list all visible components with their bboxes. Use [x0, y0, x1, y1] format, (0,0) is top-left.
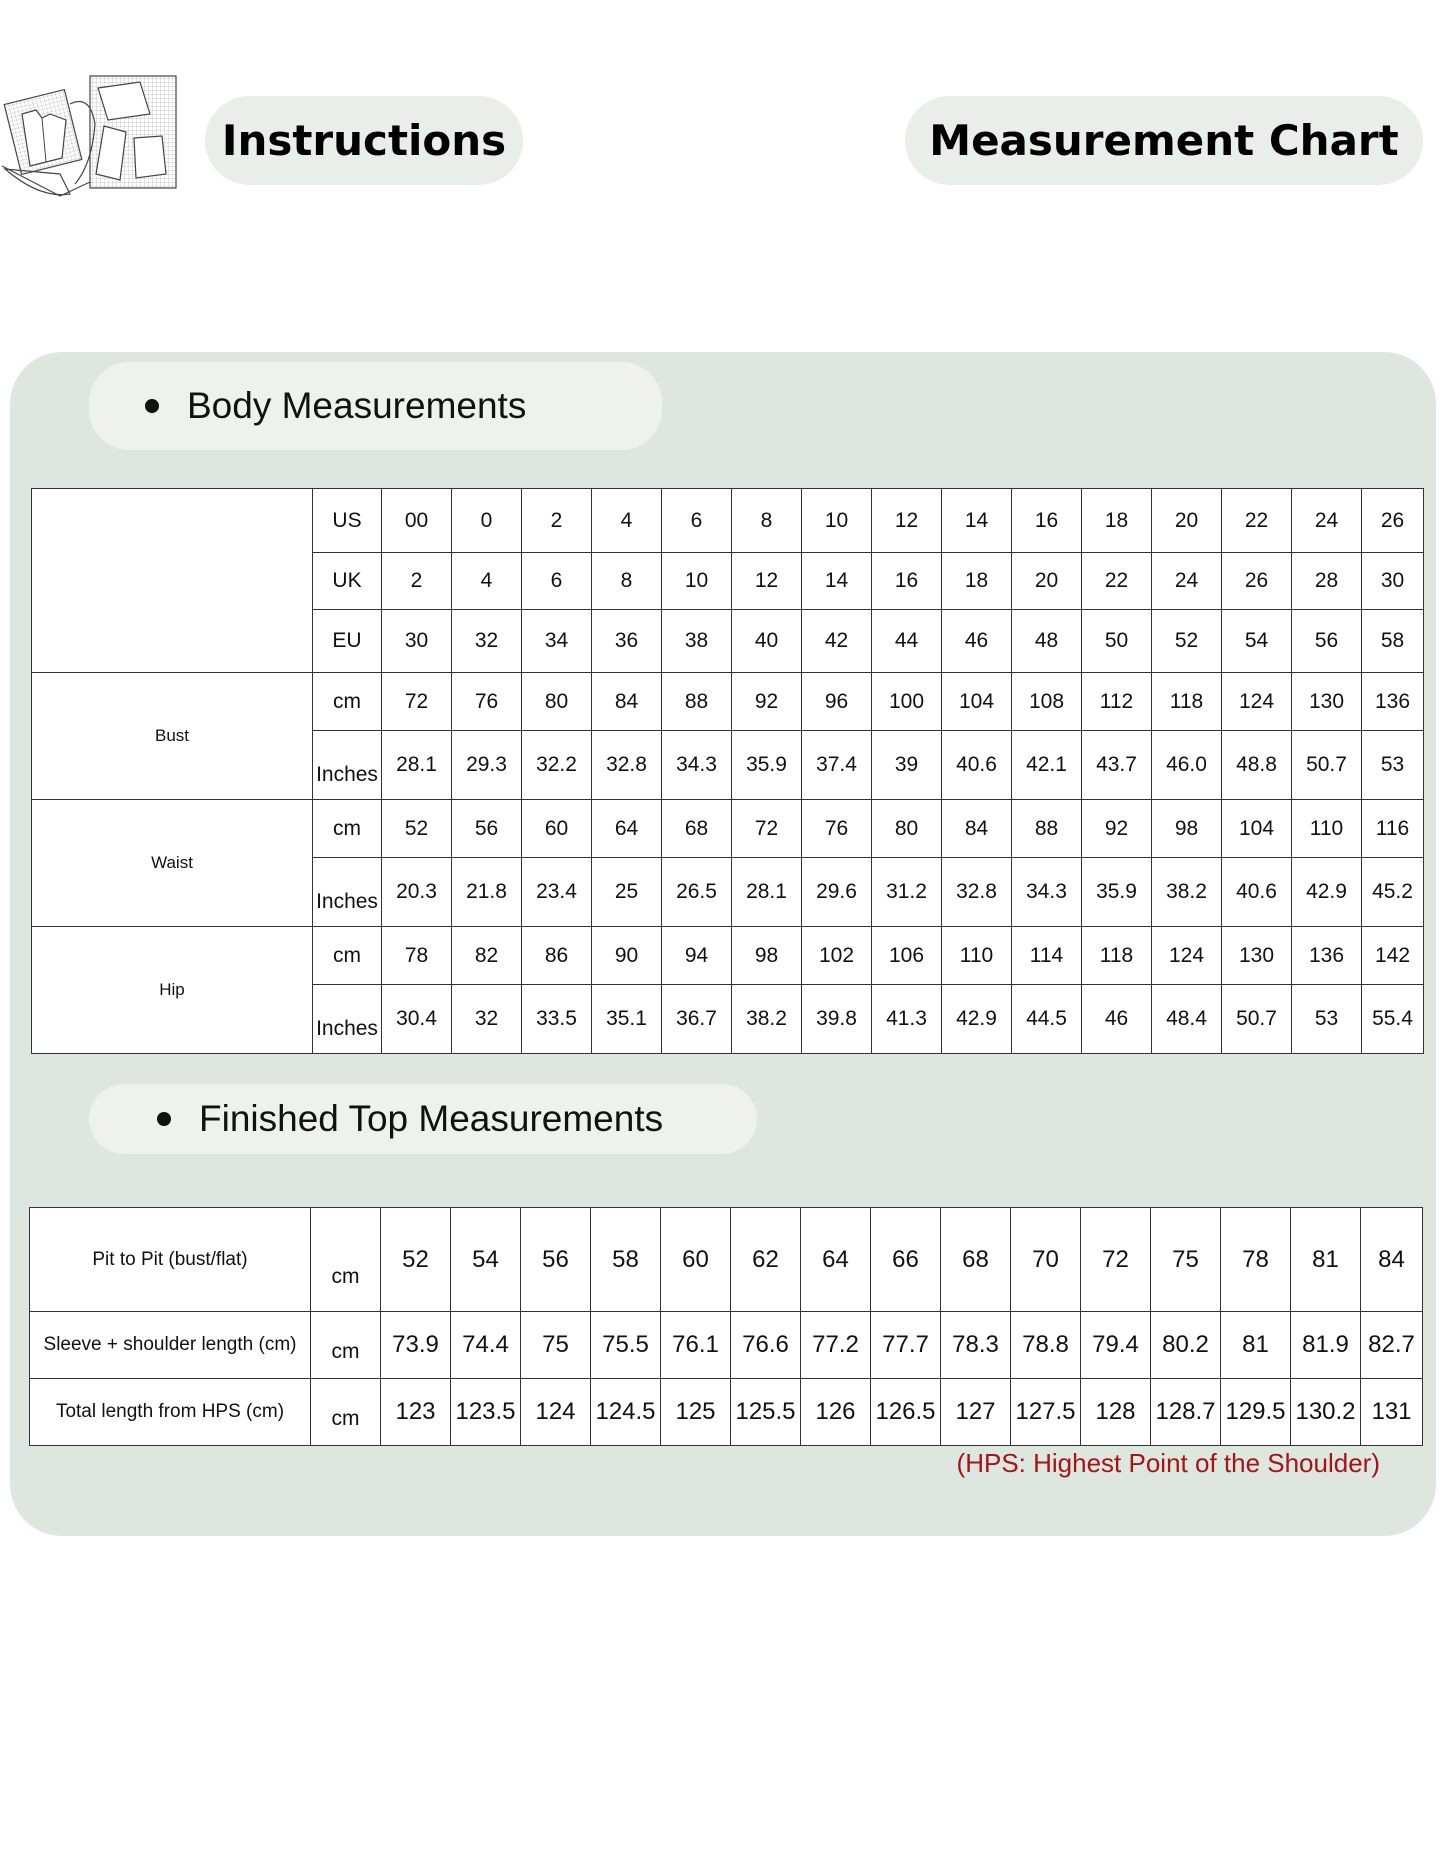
pit-to-pit-cell: 58 [591, 1208, 661, 1312]
size-cell: 2 [522, 489, 592, 553]
size-cell: 0 [452, 489, 522, 553]
hip-cm-cell: 130 [1222, 927, 1292, 985]
bust-cm-cell: 136 [1362, 673, 1424, 731]
pit-to-pit-label: Pit to Pit (bust/flat) [30, 1208, 311, 1312]
pit-to-pit-cell: 56 [521, 1208, 591, 1312]
unit-inches-label: Inches [313, 731, 382, 800]
waist-cm-cell: 72 [732, 800, 802, 858]
waist-inches-cell: 28.1 [732, 858, 802, 927]
total-length-hps-cell: 125 [661, 1379, 731, 1446]
size-cell: 6 [522, 553, 592, 610]
bust-inches-cell: 34.3 [662, 731, 732, 800]
finished-top-measurements-heading [89, 1084, 757, 1154]
size-cell: 20 [1012, 553, 1082, 610]
hip-cm-cell: 98 [732, 927, 802, 985]
bust-cm-cell: 100 [872, 673, 942, 731]
waist-inches-cell: 25 [592, 858, 662, 927]
bust-cm-cell: 72 [382, 673, 452, 731]
size-cell: 20 [1152, 489, 1222, 553]
measurement-chart-header [905, 96, 1423, 185]
bust-cm-cell: 124 [1222, 673, 1292, 731]
size-cell: 00 [382, 489, 452, 553]
hip-cm-cell: 94 [662, 927, 732, 985]
bust-label: Bust [32, 673, 313, 800]
size-cell: 12 [732, 553, 802, 610]
total-length-hps-cell: 123 [381, 1379, 451, 1446]
unit-inches-label: Inches [313, 858, 382, 927]
bust-inches-cell: 48.8 [1222, 731, 1292, 800]
bust-inches-cell: 28.1 [382, 731, 452, 800]
hip-cm-cell: 106 [872, 927, 942, 985]
hip-inches-cell: 30.4 [382, 985, 452, 1054]
hip-cm-cell: 90 [592, 927, 662, 985]
waist-inches-cell: 29.6 [802, 858, 872, 927]
bust-inches-cell: 39 [872, 731, 942, 800]
waist-cm-cell: 98 [1152, 800, 1222, 858]
sleeve-shoulder-length-row [30, 1312, 1423, 1379]
hip-cm-cell: 136 [1292, 927, 1362, 985]
hip-inches-cell: 50.7 [1222, 985, 1292, 1054]
pit-to-pit-cell: 78 [1221, 1208, 1291, 1312]
waist-inches-cell: 40.6 [1222, 858, 1292, 927]
waist-cm-cell: 110 [1292, 800, 1362, 858]
bust-inches-cell: 53 [1362, 731, 1424, 800]
hip-cm-cell: 110 [942, 927, 1012, 985]
waist-inches-cell: 45.2 [1362, 858, 1424, 927]
size-cell: 30 [1362, 553, 1424, 610]
size-cell: 16 [872, 553, 942, 610]
size-cell: 4 [592, 489, 662, 553]
size-cell: 6 [662, 489, 732, 553]
size-cell: 56 [1292, 610, 1362, 673]
size-cell: 54 [1222, 610, 1292, 673]
pit-to-pit-cell: 75 [1151, 1208, 1221, 1312]
size-cell: 42 [802, 610, 872, 673]
total-length-hps-cell: 129.5 [1221, 1379, 1291, 1446]
unit-inches-label: Inches [313, 985, 382, 1054]
bust-inches-cell: 50.7 [1292, 731, 1362, 800]
hip-label: Hip [32, 927, 313, 1054]
hip-cm-cell: 86 [522, 927, 592, 985]
waist-cm-cell: 60 [522, 800, 592, 858]
waist-cm-row [32, 800, 1424, 858]
size-cell: 34 [522, 610, 592, 673]
hip-cm-cell: 102 [802, 927, 872, 985]
bust-inches-cell: 35.9 [732, 731, 802, 800]
size-cell: 30 [382, 610, 452, 673]
waist-inches-cell: 26.5 [662, 858, 732, 927]
bullet-icon [145, 399, 159, 413]
waist-inches-cell: 35.9 [1082, 858, 1152, 927]
size-cell: 26 [1362, 489, 1424, 553]
sleeve-shoulder-length-cell: 75 [521, 1312, 591, 1379]
waist-cm-cell: 88 [1012, 800, 1082, 858]
body-measurements-table [31, 488, 1424, 1054]
hip-inches-cell: 32 [452, 985, 522, 1054]
hip-inches-cell: 39.8 [802, 985, 872, 1054]
bullet-icon [157, 1112, 171, 1126]
blank-corner-cell [32, 489, 313, 673]
sleeve-shoulder-length-cell: 78.8 [1011, 1312, 1081, 1379]
waist-inches-cell: 20.3 [382, 858, 452, 927]
pit-to-pit-cell: 62 [731, 1208, 801, 1312]
unit-cm-label: cm [313, 927, 382, 985]
size-cell: 14 [942, 489, 1012, 553]
total-length-hps-cell: 127 [941, 1379, 1011, 1446]
waist-cm-cell: 116 [1362, 800, 1424, 858]
total-length-hps-cell: 127.5 [1011, 1379, 1081, 1446]
size-system-label: US [313, 489, 382, 553]
waist-inches-cell: 31.2 [872, 858, 942, 927]
size-cell: 18 [1082, 489, 1152, 553]
size-cell: 22 [1222, 489, 1292, 553]
size-cell: 44 [872, 610, 942, 673]
bust-cm-row [32, 673, 1424, 731]
pit-to-pit-cell: 54 [451, 1208, 521, 1312]
size-cell: 46 [942, 610, 1012, 673]
sleeve-shoulder-length-cell: 79.4 [1081, 1312, 1151, 1379]
waist-cm-cell: 64 [592, 800, 662, 858]
hip-cm-cell: 142 [1362, 927, 1424, 985]
bust-cm-cell: 92 [732, 673, 802, 731]
waist-inches-cell: 23.4 [522, 858, 592, 927]
bust-cm-cell: 96 [802, 673, 872, 731]
waist-inches-cell: 42.9 [1292, 858, 1362, 927]
bust-inches-cell: 32.2 [522, 731, 592, 800]
hip-inches-cell: 53 [1292, 985, 1362, 1054]
size-cell: 40 [732, 610, 802, 673]
sleeve-shoulder-length-cell: 74.4 [451, 1312, 521, 1379]
hip-inches-cell: 35.1 [592, 985, 662, 1054]
sewing-pattern-pieces-icon [0, 74, 180, 199]
waist-inches-cell: 21.8 [452, 858, 522, 927]
pit-to-pit-cell: 64 [801, 1208, 871, 1312]
pit-to-pit-cell: 81 [1291, 1208, 1361, 1312]
size-system-label: EU [313, 610, 382, 673]
bust-inches-cell: 32.8 [592, 731, 662, 800]
hip-inches-cell: 36.7 [662, 985, 732, 1054]
hip-inches-cell: 44.5 [1012, 985, 1082, 1054]
bust-inches-cell: 29.3 [452, 731, 522, 800]
unit-cm-label: cm [313, 800, 382, 858]
bust-inches-cell: 40.6 [942, 731, 1012, 800]
size-cell: 32 [452, 610, 522, 673]
bust-inches-cell: 46.0 [1152, 731, 1222, 800]
hip-inches-cell: 42.9 [942, 985, 1012, 1054]
instructions-title: Instructions [221, 116, 507, 165]
bust-cm-cell: 112 [1082, 673, 1152, 731]
size-cell: 10 [802, 489, 872, 553]
unit-cm-label: cm [311, 1379, 381, 1446]
bust-inches-cell: 37.4 [802, 731, 872, 800]
total-length-hps-label: Total length from HPS (cm) [30, 1379, 311, 1446]
total-length-hps-cell: 124.5 [591, 1379, 661, 1446]
bust-inches-cell: 43.7 [1082, 731, 1152, 800]
waist-cm-cell: 84 [942, 800, 1012, 858]
total-length-hps-row [30, 1379, 1423, 1446]
sleeve-shoulder-length-cell: 82.7 [1361, 1312, 1423, 1379]
size-cell: 26 [1222, 553, 1292, 610]
hip-cm-cell: 124 [1152, 927, 1222, 985]
size-cell: 28 [1292, 553, 1362, 610]
sleeve-shoulder-length-label: Sleeve + shoulder length (cm) [30, 1312, 311, 1379]
sleeve-shoulder-length-cell: 73.9 [381, 1312, 451, 1379]
hip-cm-cell: 114 [1012, 927, 1082, 985]
unit-cm-label: cm [311, 1312, 381, 1379]
size-row-us [32, 489, 1424, 553]
size-cell: 18 [942, 553, 1012, 610]
bust-cm-cell: 84 [592, 673, 662, 731]
hip-inches-cell: 48.4 [1152, 985, 1222, 1054]
pit-to-pit-row [30, 1208, 1423, 1312]
pit-to-pit-cell: 52 [381, 1208, 451, 1312]
waist-cm-cell: 104 [1222, 800, 1292, 858]
hip-inches-cell: 46 [1082, 985, 1152, 1054]
pit-to-pit-cell: 66 [871, 1208, 941, 1312]
size-cell: 2 [382, 553, 452, 610]
waist-cm-cell: 68 [662, 800, 732, 858]
hps-note: (HPS: Highest Point of the Shoulder) [956, 1448, 1380, 1478]
pit-to-pit-cell: 84 [1361, 1208, 1423, 1312]
waist-label: Waist [32, 800, 313, 927]
bust-cm-cell: 108 [1012, 673, 1082, 731]
pit-to-pit-cell: 68 [941, 1208, 1011, 1312]
bust-cm-cell: 76 [452, 673, 522, 731]
size-cell: 22 [1082, 553, 1152, 610]
pit-to-pit-cell: 60 [661, 1208, 731, 1312]
sleeve-shoulder-length-cell: 76.6 [731, 1312, 801, 1379]
total-length-hps-cell: 131 [1361, 1379, 1423, 1446]
pit-to-pit-cell: 72 [1081, 1208, 1151, 1312]
total-length-hps-cell: 130.2 [1291, 1379, 1361, 1446]
hip-inches-cell: 55.4 [1362, 985, 1424, 1054]
waist-cm-cell: 76 [802, 800, 872, 858]
size-cell: 8 [592, 553, 662, 610]
sleeve-shoulder-length-cell: 77.2 [801, 1312, 871, 1379]
unit-cm-label: cm [311, 1208, 381, 1312]
size-cell: 8 [732, 489, 802, 553]
size-cell: 16 [1012, 489, 1082, 553]
bust-cm-cell: 88 [662, 673, 732, 731]
pit-to-pit-cell: 70 [1011, 1208, 1081, 1312]
size-cell: 36 [592, 610, 662, 673]
bust-inches-cell: 42.1 [1012, 731, 1082, 800]
body-measurements-title: Body Measurements [187, 385, 527, 426]
waist-cm-cell: 92 [1082, 800, 1152, 858]
waist-inches-cell: 32.8 [942, 858, 1012, 927]
hip-cm-cell: 78 [382, 927, 452, 985]
hip-inches-cell: 38.2 [732, 985, 802, 1054]
measurement-chart-title: Measurement Chart [929, 116, 1399, 165]
size-cell: 38 [662, 610, 732, 673]
bust-cm-cell: 80 [522, 673, 592, 731]
hip-inches-cell: 33.5 [522, 985, 592, 1054]
sleeve-shoulder-length-cell: 80.2 [1151, 1312, 1221, 1379]
instructions-header [205, 96, 523, 185]
sleeve-shoulder-length-cell: 81 [1221, 1312, 1291, 1379]
sleeve-shoulder-length-cell: 77.7 [871, 1312, 941, 1379]
body-measurements-heading [89, 362, 662, 450]
bust-cm-cell: 118 [1152, 673, 1222, 731]
waist-inches-cell: 38.2 [1152, 858, 1222, 927]
size-cell: 14 [802, 553, 872, 610]
size-cell: 24 [1152, 553, 1222, 610]
hip-cm-cell: 82 [452, 927, 522, 985]
size-cell: 48 [1012, 610, 1082, 673]
hip-cm-row [32, 927, 1424, 985]
total-length-hps-cell: 123.5 [451, 1379, 521, 1446]
waist-cm-cell: 52 [382, 800, 452, 858]
finished-top-measurements-title: Finished Top Measurements [199, 1098, 664, 1139]
sleeve-shoulder-length-cell: 81.9 [1291, 1312, 1361, 1379]
size-cell: 58 [1362, 610, 1424, 673]
hip-cm-cell: 118 [1082, 927, 1152, 985]
unit-cm-label: cm [313, 673, 382, 731]
waist-inches-cell: 34.3 [1012, 858, 1082, 927]
sleeve-shoulder-length-cell: 75.5 [591, 1312, 661, 1379]
sleeve-shoulder-length-cell: 78.3 [941, 1312, 1011, 1379]
waist-cm-cell: 56 [452, 800, 522, 858]
total-length-hps-cell: 128 [1081, 1379, 1151, 1446]
finished-top-measurements-table [29, 1207, 1423, 1446]
size-cell: 10 [662, 553, 732, 610]
bust-cm-cell: 130 [1292, 673, 1362, 731]
size-cell: 52 [1152, 610, 1222, 673]
bust-cm-cell: 104 [942, 673, 1012, 731]
sleeve-shoulder-length-cell: 76.1 [661, 1312, 731, 1379]
size-cell: 24 [1292, 489, 1362, 553]
size-cell: 12 [872, 489, 942, 553]
size-cell: 4 [452, 553, 522, 610]
waist-cm-cell: 80 [872, 800, 942, 858]
total-length-hps-cell: 124 [521, 1379, 591, 1446]
size-cell: 50 [1082, 610, 1152, 673]
hip-inches-cell: 41.3 [872, 985, 942, 1054]
total-length-hps-cell: 126.5 [871, 1379, 941, 1446]
size-system-label: UK [313, 553, 382, 610]
total-length-hps-cell: 125.5 [731, 1379, 801, 1446]
total-length-hps-cell: 126 [801, 1379, 871, 1446]
total-length-hps-cell: 128.7 [1151, 1379, 1221, 1446]
